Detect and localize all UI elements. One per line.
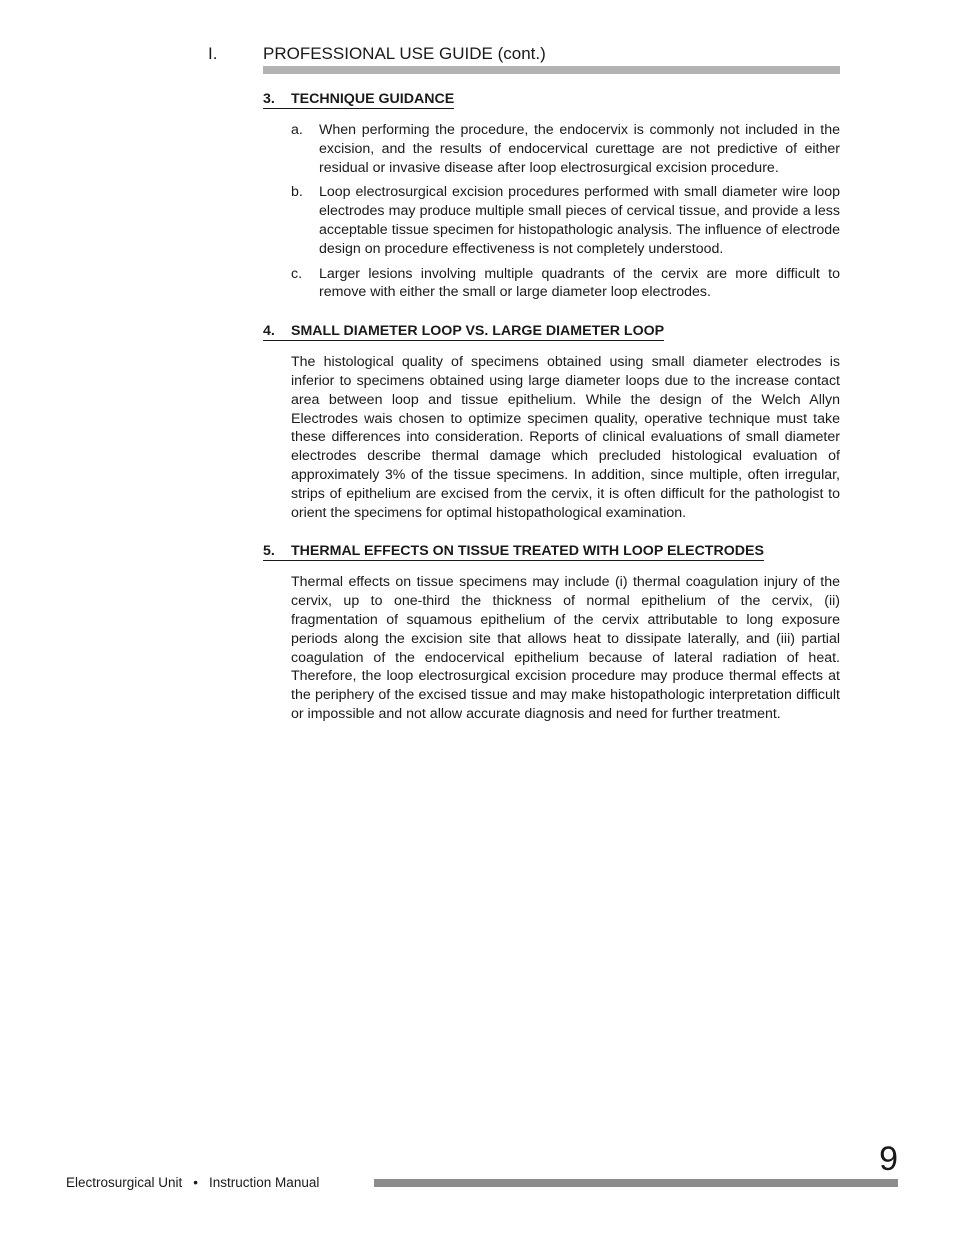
list-item-text: When performing the procedure, the endocervix is commonly not included in the excision, and the results of endocervical curettage are not predictive of either residual or invasive disease after loop electrosurgical excision procedure.: [319, 122, 840, 176]
list-item-text: Larger lesions involving multiple quadrants of the cervix are more difficult to remove with either the small or large diameter loop electrodes.: [319, 265, 840, 301]
heading-text: TECHNIQUE GUIDANCE: [291, 91, 455, 107]
footer-text: [66, 1175, 319, 1190]
heading-number: 4.: [263, 323, 275, 340]
title-rule: [263, 66, 840, 74]
page-body: [263, 90, 840, 724]
list-item-text: Loop electrosurgical excision procedures performed with small diameter wire loop electrodes may produce multiple small pieces of cervical tissue, and provide a less acceptable tissue specimen for histopathologic analysis. The influence of electrode design on procedure effectiveness is not completely understood.: [319, 184, 840, 257]
section-number: I.: [208, 44, 218, 63]
thermal-heading: [263, 543, 764, 561]
technique-list: [291, 121, 840, 302]
loop-compare-heading: [263, 323, 664, 341]
heading-text: SMALL DIAMETER LOOP VS. LARGE DIAMETER LOOP: [291, 323, 665, 340]
footer-bullet: •: [193, 1175, 199, 1190]
loop-compare-paragraph: The histological quality of specimens obtained using small diameter electrodes is inferior to specimens obtained using large diameter loops due to the increase contact area between loop and tissue epithelium. While the design of the Welch Allyn Electrodes wais chosen to optimize specimen quality, operative technique must take these differences into consideration. Reports of clinical evaluations of small diameter electrodes describe thermal damage which precluded histological evaluation of approximately 3% of the tissue specimens. In addition, since multiple, often irregular, strips of epithelium are excised from the cervix, it is often difficult for the pathologist to orient the specimens for optimal histopathological examination.: [291, 354, 840, 521]
footer-rule: [374, 1179, 898, 1187]
list-item: [291, 121, 840, 177]
list-marker: c.: [291, 265, 303, 282]
page-number: 9: [879, 1140, 898, 1178]
list-item: [291, 183, 840, 258]
heading-text: THERMAL EFFECTS ON TISSUE TREATED WITH LOOP ELECTRODES: [291, 543, 764, 560]
list-item: [291, 265, 840, 303]
footer-product: Electrosurgical Unit: [66, 1175, 183, 1190]
heading-number: 5.: [263, 543, 275, 560]
thermal-paragraph: Thermal effects on tissue specimens may include (i) thermal coagulation injury of the cervix, up to one-third the thickness of normal epithelium of the cervix, (ii) fragmentation of squamous epithelium of the cervix attributable to long exposure periods along the excision site that allows heat to dissipate laterally, and (iii) partial coagulation of the endocervical epithelium because of lateral radiation of heat. Therefore, the loop electrosurgical excision procedure may produce thermal effects at the periphery of the excised tissue and may make histopathologic interpretation difficult or impossible and not allow accurate diagnosis and need for further treatment.: [291, 574, 840, 722]
list-marker: a.: [291, 122, 303, 138]
technique-heading: [263, 91, 454, 109]
heading-number: 3.: [263, 91, 275, 107]
section-title: PROFESSIONAL USE GUIDE (cont.): [263, 44, 546, 63]
list-marker: b.: [291, 184, 303, 201]
footer-manual: Instruction Manual: [209, 1175, 320, 1190]
